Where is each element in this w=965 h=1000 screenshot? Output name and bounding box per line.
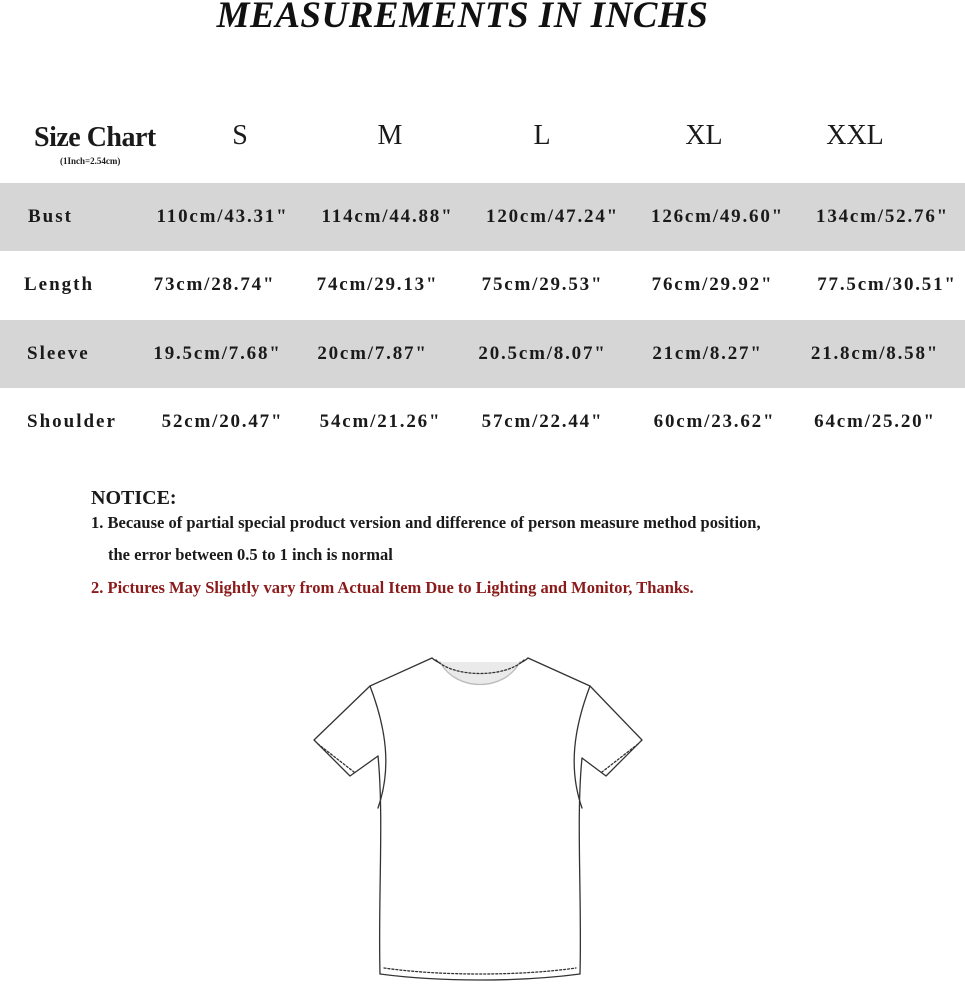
row-label: Bust (28, 206, 73, 227)
table-cell: 54cm/21.26" (319, 411, 442, 432)
table-row-shoulder (0, 388, 965, 456)
notice-line-2: 2. Pictures May Slightly vary from Actual Item Due to Lighting and Monitor, Thanks. (91, 578, 694, 597)
table-cell: 114cm/44.88" (321, 206, 454, 227)
row-label: Length (24, 274, 95, 295)
table-cell: 120cm/47.24" (486, 206, 619, 227)
table-cell: 57cm/22.44" (481, 411, 604, 432)
size-header-xl: XL (685, 120, 723, 151)
page-title: MEASUREMENTS IN INCHS (216, 0, 709, 36)
table-cell: 76cm/29.92" (651, 274, 774, 295)
notice-line-1: 1. Because of partial special product version and difference of person measure method position, (91, 513, 761, 532)
table-cell: 64cm/25.20" (814, 411, 936, 432)
size-header-s: S (232, 120, 248, 151)
table-cell: 19.5cm/7.68" (153, 343, 282, 364)
table-cell: 60cm/23.62" (653, 411, 776, 432)
table-cell: 74cm/29.13" (316, 274, 439, 295)
notice-line-1-continued: the error between 0.5 to 1 inch is normal (108, 545, 393, 564)
notice-title: NOTICE: (91, 487, 177, 509)
table-cell: 20cm/7.87" (317, 343, 428, 364)
table-cell: 110cm/43.31" (156, 206, 289, 227)
size-header-m: M (377, 120, 403, 151)
table-cell: 52cm/20.47" (161, 411, 284, 432)
table-cell: 21.8cm/8.58" (810, 343, 940, 364)
table-cell: 73cm/28.74" (153, 274, 276, 295)
size-chart-header (0, 118, 965, 178)
table-row-length (0, 251, 965, 319)
table-cell: 126cm/49.60" (651, 206, 784, 227)
size-header-xxl: XXL (826, 120, 884, 151)
conversion-note: (1Inch=2.54cm) (60, 156, 121, 166)
row-label: Shoulder (27, 411, 117, 432)
table-cell: 20.5cm/8.07" (478, 343, 607, 364)
row-label: Sleeve (27, 343, 90, 364)
size-header-l: L (533, 120, 551, 151)
table-row-sleeve (0, 320, 965, 388)
table-row-bust (0, 183, 965, 251)
table-cell: 77.5cm/30.51" (817, 274, 957, 295)
size-chart-label: Size Chart (34, 122, 156, 153)
table-cell: 21cm/8.27" (652, 343, 763, 364)
table-cell: 134cm/52.76" (816, 206, 949, 227)
table-cell: 75cm/29.53" (481, 274, 604, 295)
tshirt-outline-illustration (300, 648, 660, 993)
